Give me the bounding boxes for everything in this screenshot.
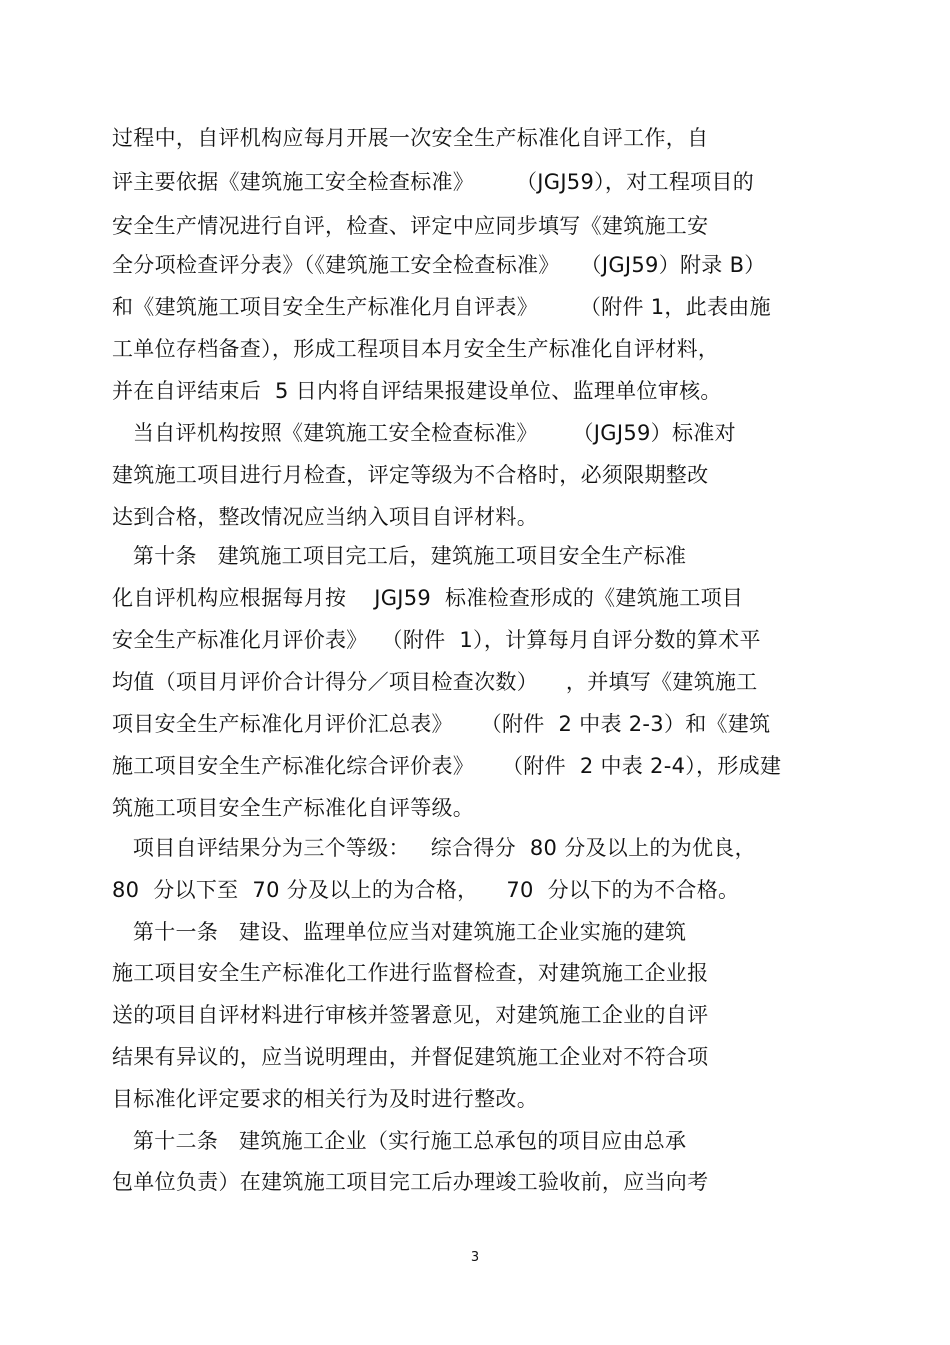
text-line: 第十条 建筑施工项目完工后，建筑施工项目安全生产标准 (112, 544, 687, 568)
text-line: 施工项目安全生产标准化综合评价表》 （附件 2 中表 2-4），形成建 (112, 754, 782, 778)
text-line: 全分项检查评分表》（《建筑施工安全检查标准》 （JGJ59）附录 B） (112, 253, 766, 277)
text-line: 并在自评结束后 5 日内将自评结果报建设单位、监理单位审核。 (112, 379, 722, 403)
text-line: 安全生产情况进行自评，检查、评定中应同步填写《建筑施工安 (112, 214, 709, 238)
text-line: 过程中，自评机构应每月开展一次安全生产标准化自评工作，自 (112, 126, 709, 150)
text-line: 项目安全生产标准化月评价汇总表》 （附件 2 中表 2-3）和《建筑 (112, 712, 771, 736)
text-line: 施工项目安全生产标准化工作进行监督检查，对建筑施工企业报 (112, 961, 709, 985)
text-line: 工单位存档备查），形成工程项目本月安全生产标准化自评材料， (112, 337, 720, 361)
text-line: 化自评机构应根据每月按 JGJ59 标准检查形成的《建筑施工项目 (112, 586, 744, 610)
text-line: 送的项目自评材料进行审核并签署意见，对建筑施工企业的自评 (112, 1003, 709, 1027)
text-line: 第十一条 建设、监理单位应当对建筑施工企业实施的建筑 (112, 920, 687, 944)
text-line: 项目自评结果分为三个等级： 综合得分 80 分及以上的为优良， (112, 836, 756, 860)
text-line: 安全生产标准化月评价表》 （附件 1），计算每月自评分数的算术平 (112, 628, 761, 652)
text-line: 评主要依据《建筑施工安全检查标准》 （JGJ59），对工程项目的 (112, 170, 755, 194)
text-line: 包单位负责）在建筑施工项目完工后办理竣工验收前，应当向考 (112, 1170, 709, 1194)
page-number: 3 (470, 1250, 480, 1265)
text-line: 建筑施工项目进行月检查，评定等级为不合格时，必须限期整改 (112, 463, 709, 487)
text-line: 80 分以下至 70 分及以上的为合格， 70 分以下的为不合格。 (112, 878, 740, 902)
text-line: 第十二条 建筑施工企业（实行施工总承包的项目应由总承 (112, 1129, 687, 1153)
text-line: 结果有异议的，应当说明理由，并督促建筑施工企业对不符合项 (112, 1045, 709, 1069)
text-line: 和《建筑施工项目安全生产标准化月自评表》 （附件 1，此表由施 (112, 295, 771, 319)
text-line: 达到合格，整改情况应当纳入项目自评材料。 (112, 505, 538, 529)
text-line: 均值（项目月评价合计得分／项目检查次数） ，并填写《建筑施工 (112, 670, 758, 694)
text-line: 目标准化评定要求的相关行为及时进行整改。 (112, 1087, 538, 1111)
text-line: 筑施工项目安全生产标准化自评等级。 (112, 796, 475, 820)
text-line: 当自评机构按照《建筑施工安全检查标准》 （JGJ59）标准对 (112, 421, 736, 445)
